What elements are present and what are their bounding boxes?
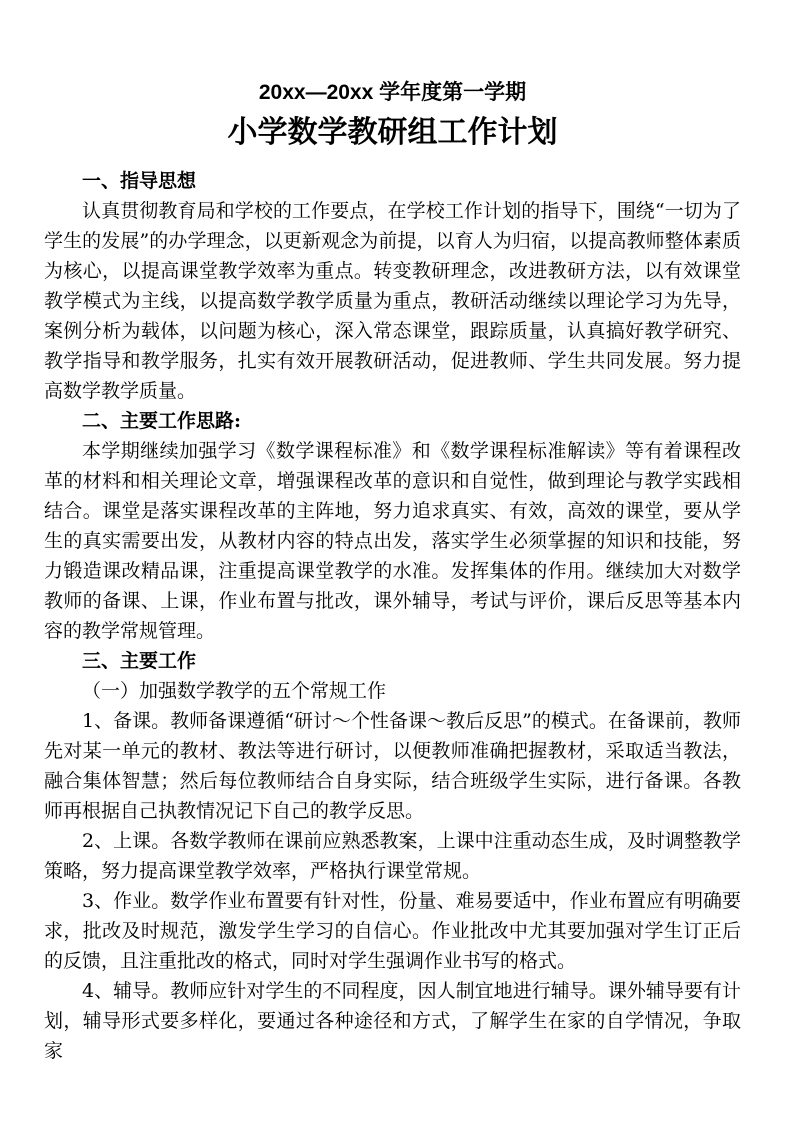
paragraph-classroom-teaching: 2、上课。各数学教师在课前应熟悉教案，上课中注重动态生成，及时调整教学策略，努力提高课堂教学效率，严格执行课堂常规。 bbox=[44, 830, 741, 882]
section-heading-guiding-ideology: 一、指导思想 bbox=[82, 170, 197, 192]
section-heading-work-approach: 二、主要工作思路: bbox=[82, 410, 242, 432]
paragraph-guiding-ideology: 认真贯彻教育局和学校的工作要点，在学校工作计划的指导下，围绕“一切为了学生的发展”的办学理念，以更新观念为前提，以育人为归宿，以提高教师整体素质为核心，以提高课堂教学效率为重点。转变教研理念，改进教研方法，以有效课堂教学模式为主线，以提高数学教学质量为重点，教研活动继续以理论学习为先导，案例分析为载体，以问题为核心，深入常态课堂，跟踪质量，认真搞好教学研究、教学指导和教学服务，扎实有效开展教研活动，促进教师、学生共同发展。努力提高数学教学质量。 bbox=[44, 200, 741, 402]
doc-subtitle: 20xx—20xx 学年度第一学期 bbox=[258, 81, 527, 104]
paragraph-lesson-preparation: 1、备课。教师备课遵循“研讨～个性备课～教后反思”的模式。在备课前，教师先对某一单元的教材、教法等进行研讨，以便教师准确把握教材，采取适当教法，融合集体智慧；然后每位教师结合自身实际，结合班级学生实际，进行备课。各教师再根据自己执教情况记下自己的教学反思。 bbox=[44, 710, 741, 822]
paragraph-homework: 3、作业。数学作业布置要有针对性，份量、难易要适中，作业布置应有明确要求，批改及时规范，激发学生学习的自信心。作业批改中尤其要加强对学生订正后的反馈，且注重批改的格式，同时对学生强调作业书写的格式。 bbox=[44, 890, 741, 972]
subheading-five-routine-tasks: （一）加强数学教学的五个常规工作 bbox=[82, 680, 387, 702]
section-heading-main-work: 三、主要工作 bbox=[82, 650, 197, 672]
paragraph-tutoring: 4、辅导。教师应针对学生的不同程度，因人制宜地进行辅导。课外辅导要有计划，辅导形式要多样化，要通过各种途径和方式，了解学生在家的自学情况，争取家 bbox=[44, 980, 741, 1062]
paragraph-work-approach: 本学期继续加强学习《数学课程标准》和《数学课程标准解读》等有着课程改革的材料和相关理论文章，增强课程改革的意识和自觉性，做到理论与教学实践相结合。课堂是落实课程改革的主阵地，努力追求真实、有效，高效的课堂，要从学生的真实需要出发，从教材内容的特点出发，落实学生必须掌握的知识和技能，努力锻造课改精品课，注重提高课堂教学的水准。发挥集体的作用。继续加大对数学教师的备课、上课，作业布置与批改，课外辅导，考试与评价，课后反思等基本内容的教学常规管理。 bbox=[44, 440, 741, 642]
doc-title: 小学数学教研组工作计划 bbox=[227, 116, 558, 149]
